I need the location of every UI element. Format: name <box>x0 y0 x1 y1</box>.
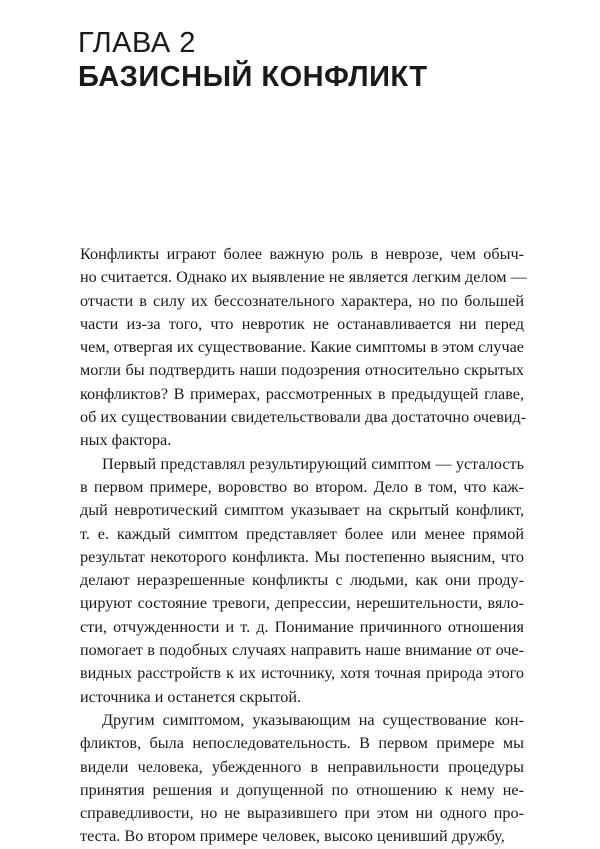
paragraph <box>80 243 527 453</box>
text-line: конфликтов? В примерах, рассмотренных в предыдущей главе, <box>80 384 524 403</box>
text-line: сти, отчужденности и т. д. Понимание причинного отношения <box>80 617 524 636</box>
text-line: отчасти в силу их бессознательного характера, но по большей <box>80 291 524 310</box>
text-line: т. е. каждый симптом представляет более или менее прямой <box>80 524 524 543</box>
text-line: об их существовании свидетельствовали два достаточно очевид- <box>80 408 527 427</box>
chapter-label: ГЛАВА 2 <box>78 27 196 59</box>
text-line: Конфликты играют более важную роль в неврозе, чем обыч- <box>80 245 524 263</box>
text-line: делают неразрешенные конфликты с людьми, как они проду- <box>80 571 524 590</box>
text-line: справедливости, но не выразившего при этом ни одного про- <box>80 804 524 823</box>
text-line: цируют состояние тревоги, депрессии, нерешительности, вяло- <box>80 594 524 613</box>
text-line: в первом примере, воровство во втором. Дело в том, что каж- <box>80 477 524 496</box>
text-line: видели человека, убежденного в неправильности процедуры <box>80 757 524 776</box>
text-line: видных расстройств к их источнику, хотя точная природа этого <box>80 664 524 683</box>
chapter-title: БАЗИСНЫЙ КОНФЛИКТ <box>78 61 428 93</box>
text-line: части из-за того, что невротик не останавливается ни перед <box>80 314 524 333</box>
paragraph <box>80 453 524 709</box>
text-line: могли бы подтвердить наши подозрения относительно скрытых <box>80 361 524 380</box>
text-line: чем, отвергая их существование. Какие симптомы в этом случае <box>80 338 524 357</box>
text-line: теста. Во втором примере человек, высоко ценивший дружбу, <box>80 827 505 846</box>
text-line: помогает в подобных случаях направить наше внимание от оче- <box>80 641 524 660</box>
text-line: Первый представлял результирующий симптом — усталость <box>102 454 524 473</box>
text-line: дый невротический симптом указывает на скрытый конфликт, <box>80 501 524 520</box>
text-line: принятия решения и допущенной по отношению к нему не- <box>80 780 524 799</box>
paragraph <box>80 709 524 849</box>
text-line: результат некоторого конфликта. Мы постепенно выясним, что <box>80 547 524 566</box>
text-line: Другим симптомом, указывающим на существование кон- <box>102 710 524 729</box>
text-line: источника и останется скрытой. <box>80 687 302 706</box>
text-line: но считается. Однако их выявление не является легким делом — <box>80 268 527 287</box>
chapter-body <box>80 243 527 849</box>
text-line: фликтов, была непоследовательность. В первом примере мы <box>80 734 524 753</box>
text-line: ных фактора. <box>80 431 172 450</box>
